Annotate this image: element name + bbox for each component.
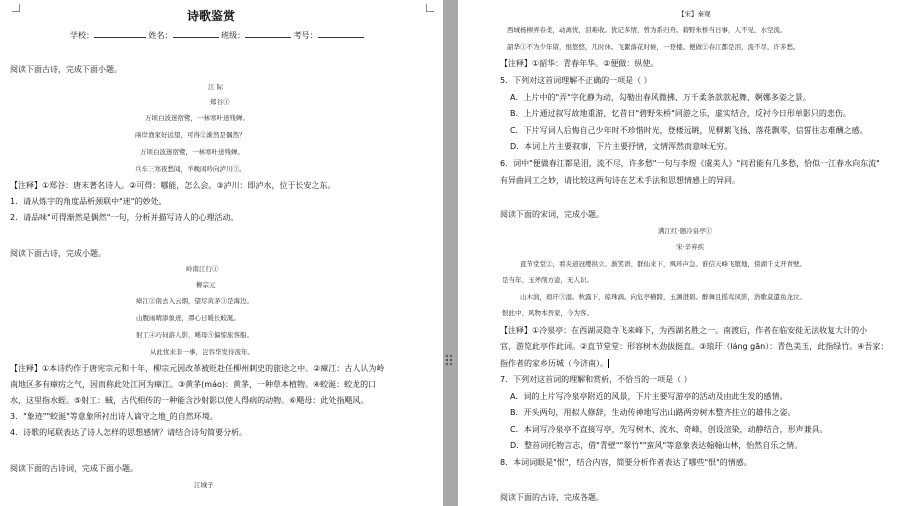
question-2: 2．请品味"可得渐然是偶然"一句，分析并描写诗人的心理活动。 <box>10 213 239 222</box>
poem-title: 江 际 <box>208 83 224 91</box>
reading-instruction: 阅读下面古诗，完成下面小题。 <box>10 65 122 74</box>
poem-line: 直节堂堂②，看夹道冠缨拱立。渐笑语、群仙来下，飒环声急。谁信天峰飞堕地，傍湖千丈开青壁。 <box>520 260 806 268</box>
student-info-line <box>70 30 364 40</box>
option-a: A．上片中的"弄"字化静为动，勾勒出春风微拂、万千柔条款款起舞、婀娜多姿之景。 <box>510 93 811 102</box>
annotation: 南地区多有瘴疠之气，因而称此处江河为瘴江。③黄茅(máo)：黄茅，一种草本植物。④蛟涎：蛟龙的口 <box>10 380 377 389</box>
drag-handle-icon[interactable] <box>446 355 454 365</box>
poem-dynasty-author: 【宋】秦观 <box>678 10 711 18</box>
poem-line: 万顷白波迷宿鹭，一林寒叶送残蝉。 <box>140 148 244 156</box>
question-6-cont: 有异曲同工之妙，请比较这两句诗在艺术手法和思想情感上的异同。 <box>500 176 740 185</box>
reading-instruction: 阅读下面的古诗词，完成下面小题。 <box>10 464 138 473</box>
poem-title: 江城子 <box>194 481 214 489</box>
poem-line: 万顷白波迷宿鹭，一林寒叶送残蝉。 <box>145 114 249 122</box>
option-b: B．开头两句，用拟人修辞，生动传神地写出山路两旁树木整齐拄立的雄伟之姿。 <box>510 408 796 417</box>
question-1: 1．请从炼字的角度品析颈联中"迷"的妙处。 <box>10 197 167 206</box>
annotation: 【注释】①韶华：青春年华。②便做：纵使。 <box>500 59 659 68</box>
page-corner-marker <box>12 4 20 12</box>
annotation: 【注释】①本诗约作于唐宪宗元和十年，柳宗元因改革被贬赴任柳州刺史的旅途之中。②瘴江：古人认为岭 <box>10 364 385 373</box>
page-corner-marker <box>426 4 434 12</box>
poem-author: 郑谷① <box>210 98 230 106</box>
name-label: 姓名： <box>148 31 173 40</box>
poem-line: 是当年、玉斧削方壶，无人识。 <box>502 276 593 284</box>
poem-line: 瘴江②南去入云烟，望尽黄茅③是海边。 <box>136 297 253 305</box>
option-b: B．上片通过叙写故地重游，忆昔日"碧野朱桥"同游之乐，虚实结合，反衬今日形单影只的悲伤。 <box>510 109 851 118</box>
class-label: 班级： <box>221 31 246 40</box>
poem-line: 韶华①不为少年留，恨悠悠，几时休。飞絮落花时候，一登楼。便做②春江都是泪，流不尽，许多愁。 <box>507 43 800 51</box>
text-cursor <box>608 359 609 368</box>
question-3: 3．"象迹""蛟涎"等意象所衬出诗人谪守之地_的自然环境。 <box>10 412 218 421</box>
reading-instruction: 阅读下面的古诗，完成各题。 <box>500 493 604 502</box>
exam-number-label: 考号： <box>293 31 318 40</box>
option-c: C．本词写冷泉亭不直接写亭，先写树木、流水、奇峰，创设渲染，动静结合，形声兼具。 <box>510 425 828 434</box>
poem-line: 兩岸渔家好远望，可得②渐然是偶然？ <box>135 131 246 139</box>
question-8: 8．本词词眼是"恨"，结合内容，简要分析作者表达了哪些"恨"的情感。 <box>500 458 752 467</box>
page-title: 诗歌鉴赏 <box>187 9 236 23</box>
poem-line: 兵车三寒夜愁闻，羊晚闲吟向泸川③。 <box>135 165 246 173</box>
annotation-text: 指作者的家乡历城（今济南）。 <box>500 359 608 368</box>
question-7: 7．下列对这首词的理解和赏析，不恰当的一项是（ ） <box>500 375 692 384</box>
poem-line: 西城杨柳弄春柔，动离忧，泪难收。犹记多情，曾为系归舟。碧野朱桥当日事，人不见，水空流。 <box>507 26 787 34</box>
poem-line: 射工④巧伺游人影，飓母⑤偏惊旅客船。 <box>136 331 253 339</box>
option-a: A．词的上片写冷泉亭附近的风景，下片主要写游亭的活动及由此生发的感情。 <box>510 392 788 401</box>
annotation: 官，游览此亭作此词。②直节堂堂：形容树木劲拔挺直。③琅玕（láng gān）：青色美玉，此指绿竹。④吾家： <box>500 342 889 351</box>
school-label: 学校： <box>70 31 94 40</box>
question-6: 6．词中"便做春江都是泪，流不尽，许多愁"一句与李煜《虞美人》"问君能有几多愁，恰似一江春水向东流" <box>500 159 880 168</box>
question-5: 5．下列对这首词理解不正确的一项是（ ） <box>500 76 652 85</box>
poem-author: 柳宗元 <box>196 281 216 289</box>
annotation: 【注释】①冷泉亭：在西湖灵隐寺飞来峰下，为西湖名胜之一。南渡后，作者在临安徙无法收复大计的小 <box>500 326 868 335</box>
poem-author: 宋·辛弃疾 <box>676 243 705 251</box>
annotation: 【注释】①郑谷：唐末著名诗人。②可得：哪能，怎么会。③泸川：即泸水，位于长安之东。 <box>10 181 336 190</box>
reading-instruction: 阅读下面古诗，完成小题。 <box>10 249 106 258</box>
reading-instruction: 阅读下面的宋词，完成小题。 <box>500 210 604 219</box>
poem-line: 恨此中、风物本吾家，今为客。 <box>502 309 593 317</box>
poem-line: 从此忧来非一事，岂容华发待流年。 <box>150 348 254 356</box>
poem-line: 山木润，琅玕③湿。秋露下，琼珠滴。向危亭横跨，玉渊澄碧。醉舞且摇鸾凤影，浩歌莫遣鱼龙泣。 <box>520 293 806 301</box>
question-4: 4．诗歌的尾联表达了诗人怎样的思想感情？请结合诗句简要分析。 <box>10 428 248 437</box>
document-page-right[interactable] <box>458 0 900 506</box>
option-d: D．整首词托物言志，借"青壁""翠竹""蛮风"等意象表达翰翰山林，怡然自乐之情。 <box>510 441 803 450</box>
document-page-left[interactable] <box>0 0 443 506</box>
poem-title: 岭南江行① <box>186 265 219 273</box>
poem-line: 山腹雨晴添象迹，潭心日暖长蛟涎。 <box>136 314 240 322</box>
poem-title: 满江红·题冷泉亭① <box>658 227 713 235</box>
option-d: D．本词上片主要叙事，下片主要抒情，文情浑然而意味无穷。 <box>510 142 733 151</box>
option-c: C．下片写词人后悔自己少年时不珍惜时光，登楼远眺，见柳絮飞扬、落花飘零，信誓往志难酬之感。 <box>510 126 868 135</box>
annotation: 水，这里指水蛭。⑤射工：蜮，古代相传的一种能含沙射影以使人得病的动物。⑥飓母：此处指飓风。 <box>10 396 369 405</box>
annotation <box>500 359 609 368</box>
